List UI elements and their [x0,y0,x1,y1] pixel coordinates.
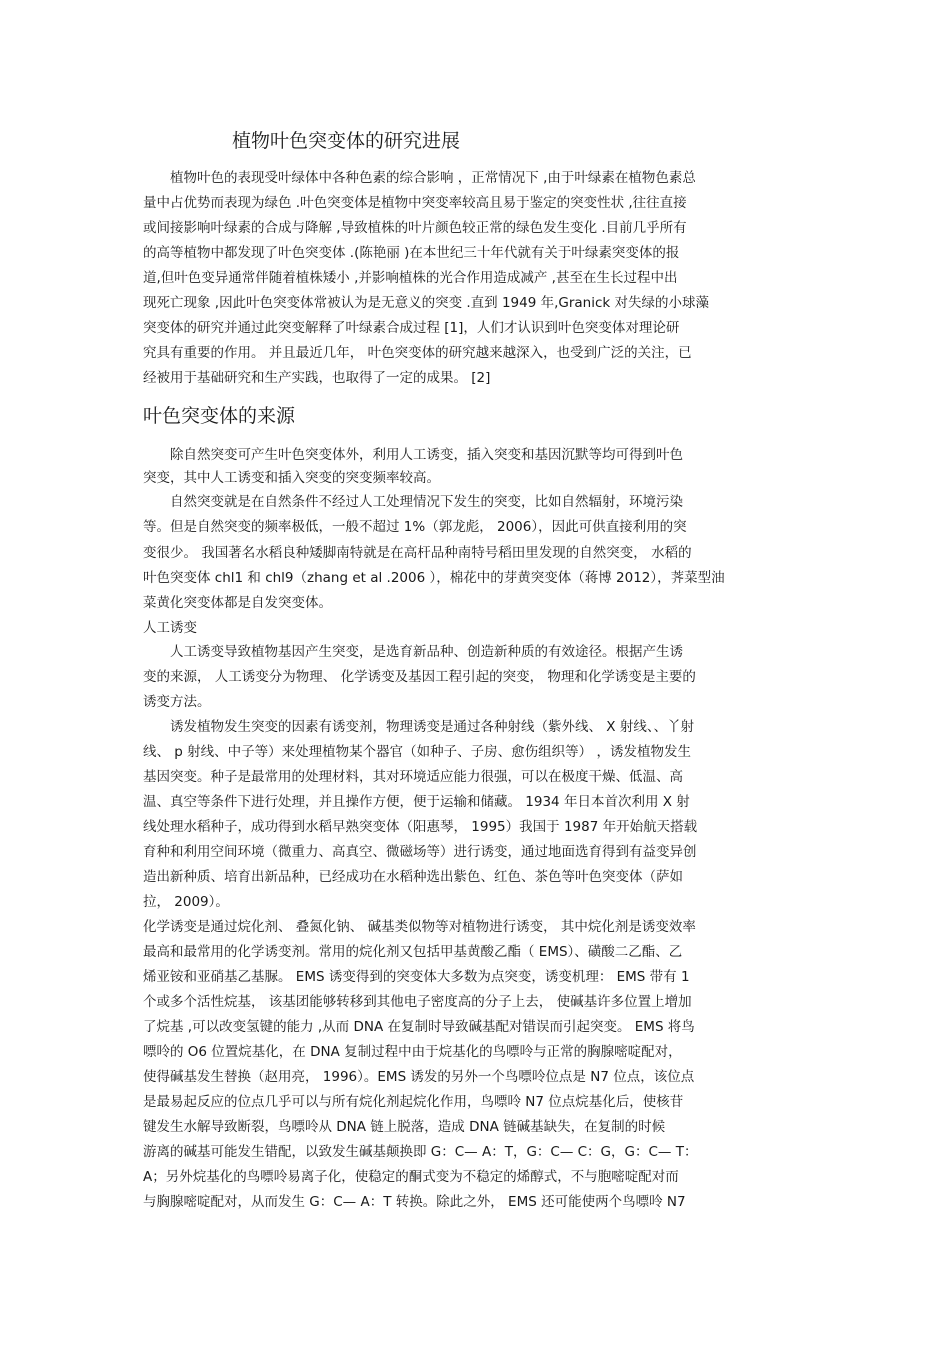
body-line: 诱变方法。 [143,694,211,710]
intro-line: 突变体的研究并通过此突变解释了叶绿素合成过程 [1]，人们才认识到叶色突变体对理论研 [143,320,680,336]
body-line: 了烷基 ,可以改变氢键的能力 ,从而 DNA 在复制时导致碱基配对错误而引起突变。 EMS 将鸟 [143,1019,695,1035]
body-line: 拉， 2009）。 [143,894,229,910]
body-line: 与胸腺嘧啶配对，从而发生 G：C— A：T 转换。除此之外， EMS 还可能使两个鸟嘌呤 N7 [143,1194,686,1210]
section-line: 变很少。 我国著名水稻良种矮脚南特就是在高杆品种南特号稻田里发现的自然突变， 水稻的 [143,545,692,561]
intro-line: 植物叶色的表现受叶绿体中各种色素的综合影响 ，正常情况下 ,由于叶绿素在植物色素总 [170,170,696,186]
body-line: 使得碱基发生替换（赵用亮， 1996）。EMS 诱发的另外一个鸟嘌呤位点是 N7 位点，该位点 [143,1069,695,1085]
section-line: 菜黄化突变体都是自发突变体。 [143,595,332,611]
body-line: 烯亚铵和亚硝基乙基脲。 EMS 诱变得到的突变体大多数为点突变，诱变机理： EMS 带有 1 [143,969,690,985]
body-line: A；另外烷基化的鸟嘌呤易离子化，使稳定的酮式变为不稳定的烯醇式，不与胞嘧啶配对而 [143,1169,679,1185]
body-line: 变的来源， 人工诱变分为物理、 化学诱变及基因工程引起的突变， 物理和化学诱变是主要的 [143,669,696,685]
body-line: 是最易起反应的位点几乎可以与所有烷化剂起烷化作用，鸟嘌呤 N7 位点烷基化后，使核苷 [143,1094,684,1110]
body-line: 诱发植物发生突变的因素有诱变剂，物理诱变是通过各种射线（紫外线、 X 射线、、丫射 [170,719,695,735]
intro-line: 现死亡现象 ,因此叶色突变体常被认为是无意义的突变 .直到 1949 年,Granick 对失绿的小球藻 [143,295,710,311]
section-heading: 叶色突变体的来源 [143,405,296,427]
body-line: 键发生水解导致断裂，鸟嘌呤从 DNA 链上脱落，造成 DNA 链碱基缺失，在复制的时候 [143,1119,666,1135]
section-line: 自然突变就是在自然条件不经过人工处理情况下发生的突变，比如自然辐射，环境污染 [170,494,683,510]
body-line: 人工诱变导致植物基因产生突变，是选育新品种、创造新种质的有效途径。根据产生诱 [170,644,683,660]
section-line: 突变，其中人工诱变和插入突变的突变频率较高。 [143,470,440,486]
body-line: 嘌呤的 O6 位置烷基化，在 DNA 复制过程中由于烷基化的鸟嘌呤与正常的胸腺嘧啶配对， [143,1044,682,1060]
body-line: 化学诱变是通过烷化剂、 叠氮化钠、 碱基类似物等对植物进行诱变， 其中烷化剂是诱变效率 [143,919,696,935]
intro-line: 道,但叶色变异通常伴随着植株矮小 ,并影响植株的光合作用造成减产 ,甚至在生长过程中出 [143,270,678,286]
intro-line: 量中占优势而表现为绿色 .叶色突变体是植物中突变率较高且易于鉴定的突变性状 ,往往直接 [143,195,687,211]
body-line: 线、 p 射线、中子等）来处理植物某个器官（如种子、子房、愈伤组织等） ，诱发植物发生 [143,744,691,760]
section-line: 除自然突变可产生叶色突变体外，利用人工诱变，插入突变和基因沉默等均可得到叶色 [170,447,683,463]
body-line: 游离的碱基可能发生错配，以致发生碱基颠换即 G：C— A：T，G：C— C：G，G：C— T： [143,1144,698,1160]
body-line: 造出新种质、培育出新品种，已经成功在水稻种选出紫色、红色、茶色等叶色突变体（萨如 [143,869,683,885]
intro-line: 的高等植物中都发现了叶色突变体 .(陈艳丽 )在本世纪三十年代就有关于叶绿素突变体的报 [143,245,680,261]
intro-line: 经被用于基础研究和生产实践，也取得了一定的成果。 [2] [143,370,491,386]
body-line: 育种和利用空间环境（微重力、高真空、微磁场等）进行诱变，通过地面选育得到有益变异创 [143,844,697,860]
subheading: 人工诱变 [143,620,197,636]
body-line: 基因突变。种子是最常用的处理材料，其对环境适应能力很强，可以在极度干燥、低温、高 [143,769,683,785]
section-line: 叶色突变体 chl1 和 chl9（zhang et al .2006 ），棉花中的芽黄突变体（蒋博 2012），荠菜型油 [143,570,725,586]
body-line: 最高和最常用的化学诱变剂。常用的烷化剂又包括甲基黄酸乙酯（ EMS）、磺酸二乙酯、乙 [143,944,683,960]
body-line: 温、真空等条件下进行处理，并且操作方便，便于运输和储藏。 1934 年日本首次利用 X 射 [143,794,690,810]
intro-line: 究具有重要的作用。 并且最近几年， 叶色突变体的研究越来越深入，也受到广泛的关注，已 [143,345,692,361]
section-line: 等。但是自然突变的频率极低，一般不超过 1%（郭龙彪， 2006），因此可供直接利用的突 [143,519,687,535]
body-line: 线处理水稻种子，成功得到水稻早熟突变体（阳惠琴， 1995）我国于 1987 年开始航天搭载 [143,819,698,835]
body-line: 个或多个活性烷基， 该基团能够转移到其他电子密度高的分子上去， 使碱基许多位置上增加 [143,994,692,1010]
intro-line: 或间接影响叶绿素的合成与降解 ,导致植株的叶片颜色较正常的绿色发生变化 .目前几乎所有 [143,220,687,236]
document-title: 植物叶色突变体的研究进展 [232,130,461,152]
